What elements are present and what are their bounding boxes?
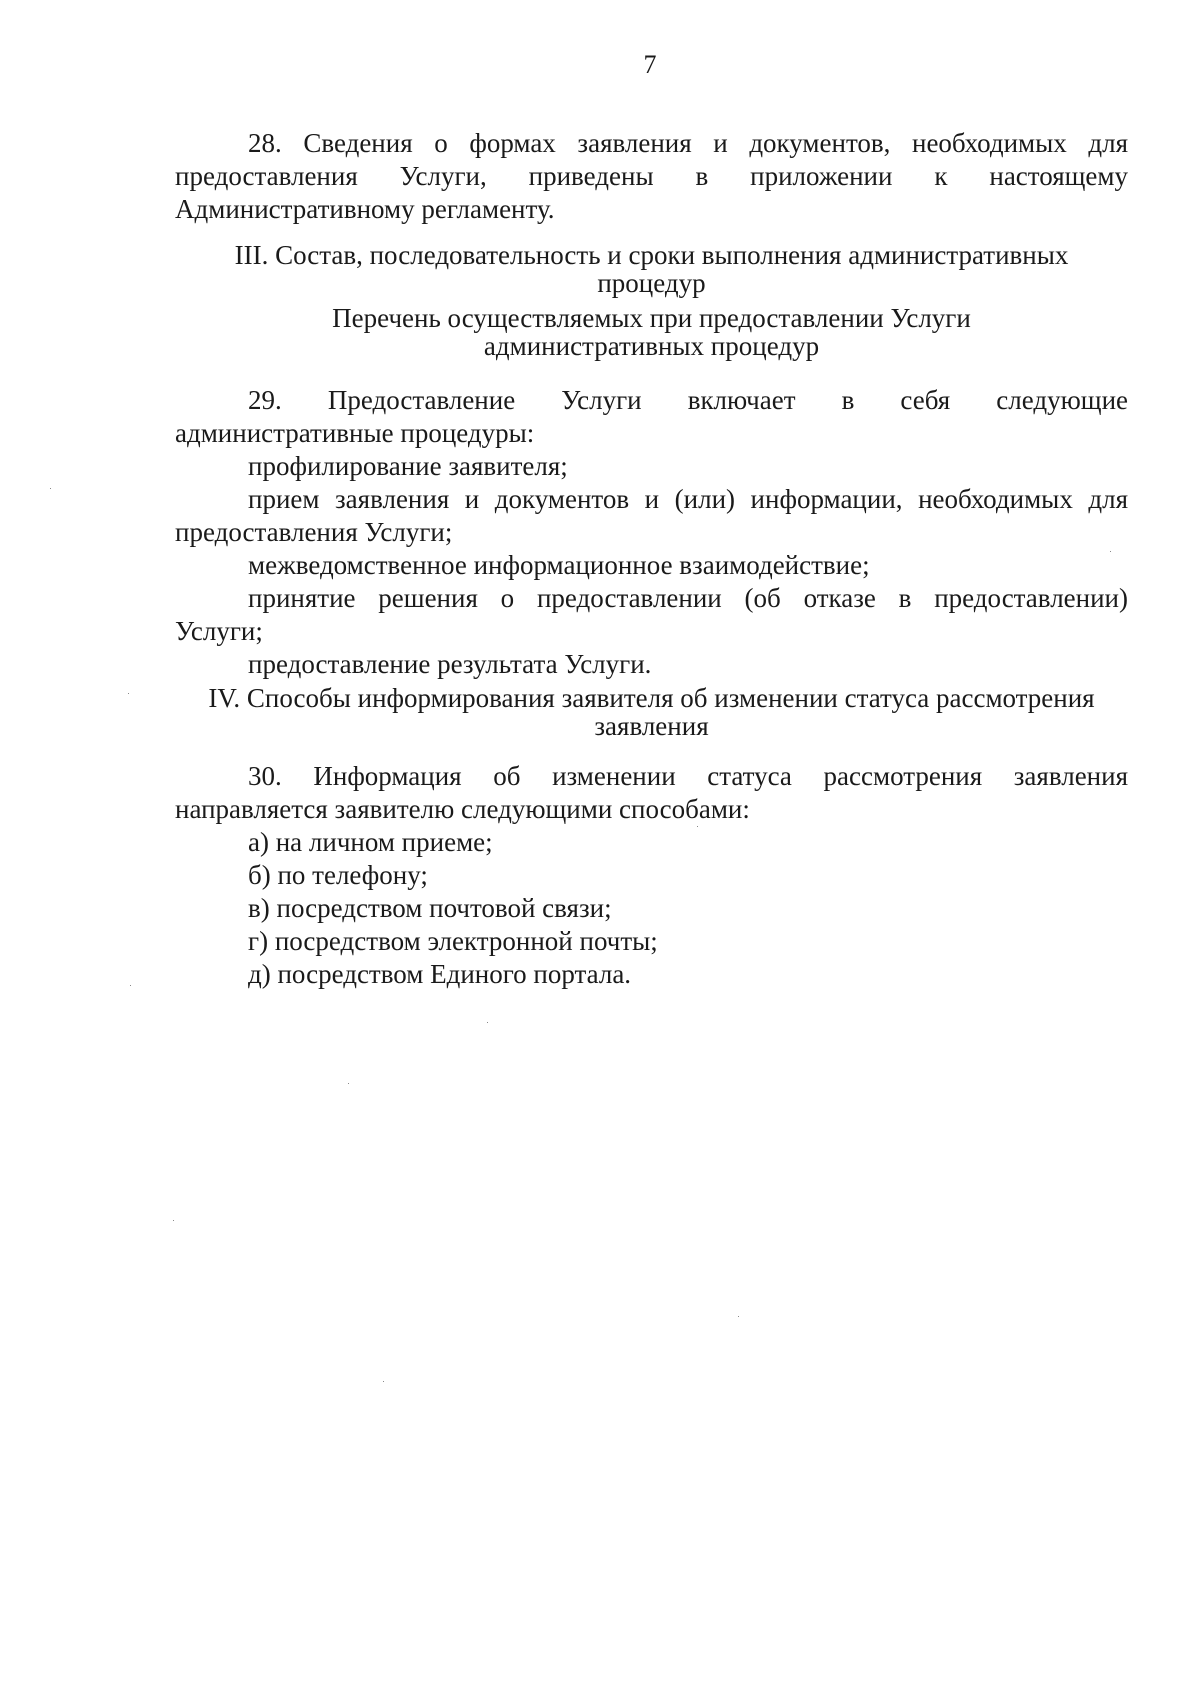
paragraph-30-item: б) по телефону; — [248, 860, 428, 890]
paragraph-30-line-1: 30. Информация об изменении статуса рассмотрения заявления — [248, 761, 1128, 791]
section-3-subheading — [160, 304, 1143, 360]
scan-speck — [383, 1381, 384, 1382]
paragraph-29 — [175, 384, 1128, 681]
section-3-title-line-2: процедур — [597, 268, 706, 298]
paragraph-28-line-1: 28. Сведения о формах заявления и документов, необходимых для — [248, 128, 1128, 158]
scan-speck — [1110, 551, 1111, 552]
scan-speck — [348, 1083, 349, 1084]
section-3-subtitle — [160, 304, 1143, 360]
paragraph-29-item-continuation: предоставления Услуги; — [175, 517, 453, 547]
paragraph-28-line-3: Административному регламенту. — [175, 194, 555, 224]
section-4-heading — [160, 684, 1143, 740]
paragraph-29-item: принятие решения о предоставлении (об отказе в предоставлении) — [248, 583, 1128, 613]
section-3-subtitle-line-2: административных процедур — [483, 331, 820, 361]
section-3-heading — [160, 241, 1143, 297]
page-number: 7 — [643, 50, 657, 79]
scan-speck — [50, 488, 51, 489]
paragraph-30-item: в) посредством почтовой связи; — [248, 893, 612, 923]
paragraph-29-line-2: административные процедуры: — [175, 418, 535, 448]
section-4-title-line-2: заявления — [594, 711, 709, 741]
paragraph-29-line-1: 29. Предоставление Услуги включает в себя следующие — [248, 385, 1128, 415]
paragraph-30-line-2: направляется заявителю следующими способами: — [175, 794, 750, 824]
section-4-title — [160, 684, 1143, 740]
paragraph-28-line-2: предоставления Услуги, приведены в приложении к настоящему — [175, 161, 1128, 191]
section-3-title — [160, 241, 1143, 297]
scan-speck — [130, 985, 131, 986]
paragraph-30-item: а) на личном приеме; — [248, 827, 493, 857]
scan-speck — [173, 1220, 174, 1221]
scan-speck — [738, 1316, 739, 1317]
scan-speck — [128, 693, 129, 694]
paragraph-30-item: г) посредством электронной почты; — [248, 926, 658, 956]
paragraph-29-item: прием заявления и документов и (или) информации, необходимых для — [248, 484, 1128, 514]
paragraph-29-item: предоставление результата Услуги. — [248, 649, 652, 679]
paragraph-30 — [175, 760, 1128, 991]
paragraph-30-item: д) посредством Единого портала. — [248, 959, 632, 989]
paragraph-28 — [175, 127, 1128, 226]
section-4-title-line-1: IV. Способы информирования заявителя об изменении статуса рассмотрения — [208, 683, 1095, 713]
paragraph-29-item: профилирование заявителя; — [248, 451, 568, 481]
scan-speck — [697, 826, 698, 827]
section-3-title-line-1: III. Состав, последовательность и сроки выполнения административных — [234, 240, 1069, 270]
paragraph-29-item-continuation: Услуги; — [175, 616, 263, 646]
scan-speck — [487, 1022, 488, 1023]
section-3-subtitle-line-1: Перечень осуществляемых при предоставлении Услуги — [332, 303, 971, 333]
paragraph-29-item: межведомственное информационное взаимодействие; — [248, 550, 870, 580]
